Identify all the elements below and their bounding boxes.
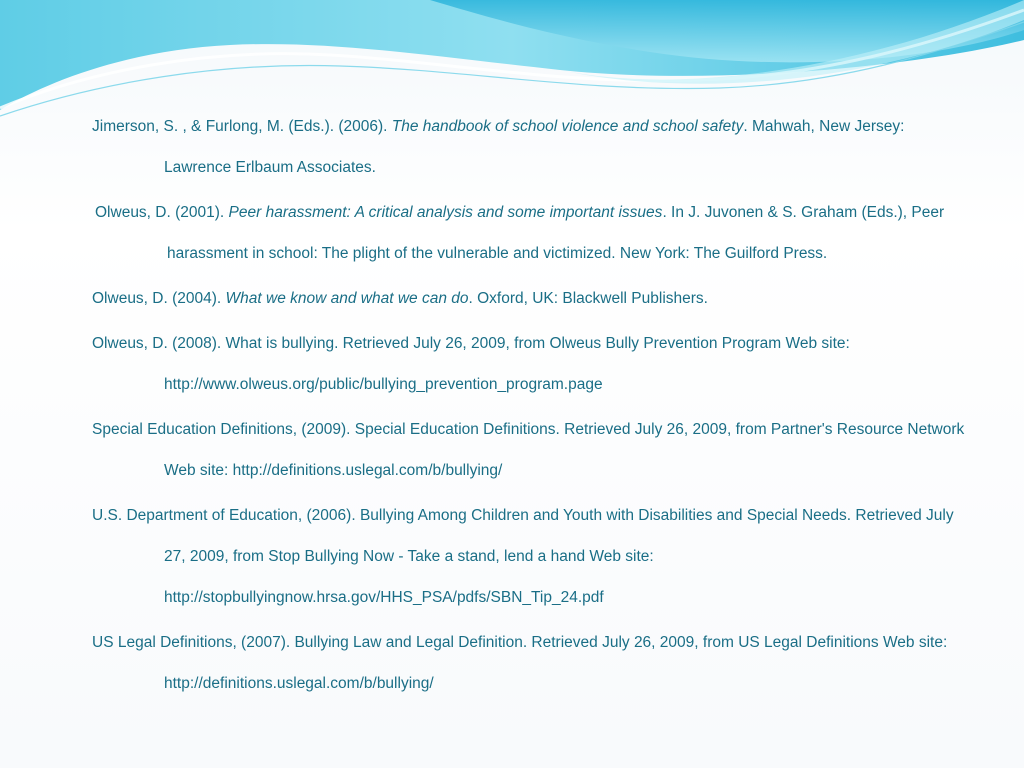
reference-text: Olweus, D. (2004).	[92, 290, 226, 307]
reference-title: Peer harassment: A critical analysis and some important issues	[228, 204, 663, 221]
reference-text: . Oxford, UK: Blackwell Publishers.	[468, 290, 708, 307]
reference-entry-olweus-2008	[92, 323, 972, 405]
reference-text: Jimerson, S. , & Furlong, M. (Eds.). (2006).	[92, 118, 392, 135]
reference-title: What we know and what we can do	[225, 290, 469, 307]
reference-text: Special Education Definitions, (2009). Special Education Definitions. Retrieved July 26, 2009, from Partner's Resource Network Web site: http://definitions.uslegal.com/b/bullying/	[92, 421, 965, 479]
reference-text: . In J. Juvonen & S. Graham (Eds.), Peer harassment in school: The plight of the vulnerable and victimized. New York: The Guilford Press.	[167, 204, 945, 262]
reference-entry-us-legal	[92, 622, 972, 704]
reference-entry-jimerson	[92, 106, 972, 188]
reference-text: Olweus, D. (2001).	[95, 204, 229, 221]
reference-entry-us-dept-education	[92, 495, 972, 618]
reference-text: . Mahwah, New Jersey: Lawrence Erlbaum Associates.	[164, 118, 905, 176]
reference-text: U.S. Department of Education, (2006). Bullying Among Children and Youth with Disabilities and Special Needs. Retrieved July 27, 2009, from Stop Bullying Now - Take a stand, lend a hand Web site: http://stopbullyingnow.hrsa.gov/HHS_PSA/pdfs/SBN_Tip_24.pdf	[92, 507, 954, 606]
reference-text: Olweus, D. (2008). What is bullying. Retrieved July 26, 2009, from Olweus Bully Prevention Program Web site: http://www.olweus.org/public/bullying_prevention_program.page	[92, 335, 850, 393]
references-list	[92, 106, 972, 708]
reference-entry-special-education	[92, 409, 972, 491]
reference-title: The handbook of school violence and school safety	[391, 118, 744, 135]
reference-text: US Legal Definitions, (2007). Bullying Law and Legal Definition. Retrieved July 26, 2009, from US Legal Definitions Web site: http://definitions.uslegal.com/b/bullying/	[92, 634, 948, 692]
reference-entry-olweus-2004	[92, 278, 972, 319]
reference-entry-olweus-2001	[95, 192, 972, 274]
